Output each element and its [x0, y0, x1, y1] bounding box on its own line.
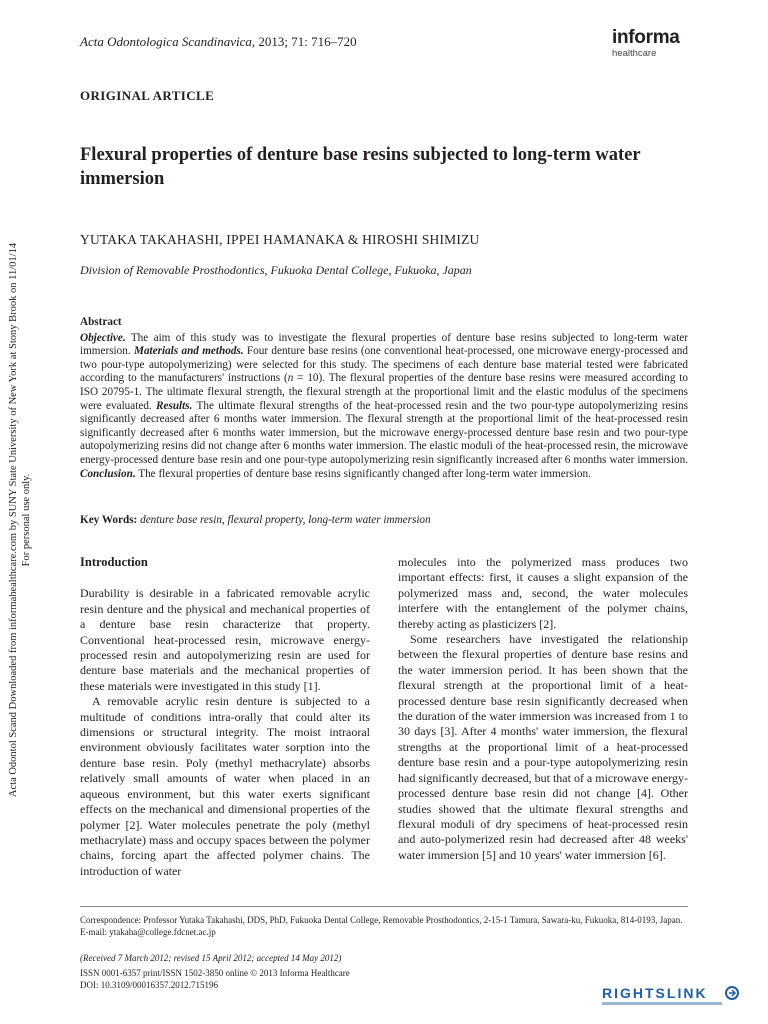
download-notice [7, 243, 33, 797]
methods-text: Four denture base resins (one conventional heat-processed, one microwave energy-processed and two pour-type autopolymerizing) were selected for this study. The specimens of each denture base material tested were fabricated according to the manufacturers' instructions ( [80, 345, 688, 385]
body-column-left [80, 555, 370, 879]
keywords-value: denture base resin, flexural property, long-term water immersion [137, 514, 431, 526]
doi-line: DOI: 10.3109/00016357.2012.715196 [80, 980, 218, 990]
rightslink-logo [598, 980, 748, 1010]
logo-sub-text: healthcare [612, 48, 657, 59]
download-notice-line1: Acta Odontol Scand Downloaded from informahealthcare.com by SUNY State University of New York at Stony Brook on 11/01/14 [8, 242, 19, 798]
journal-citation [80, 34, 357, 50]
conclusion-label: Conclusion. [80, 467, 136, 480]
keywords-label: Key Words: [80, 514, 138, 526]
author-list: YUTAKA TAKAHASHI, IPPEI HAMANAKA & HIROSHI SHIMIZU [80, 232, 480, 247]
conclusion-text: The flexural properties of denture base resins significantly changed after long-term water immersion. [135, 467, 591, 480]
publisher-logo [612, 28, 680, 59]
article-title: Flexural properties of denture base resins subjected to long-term water immersion [80, 145, 641, 189]
objective-label: Objective. [80, 331, 126, 344]
intro-paragraph-4: Some researchers have investigated the relationship between the flexural properties of denture base resins and the water immersion period. It has been shown that the flexural strength at the proportional limit of a heat-processed denture base resin significantly decreased when the duration of the water immersion was increased from 1 to 30 days [3]. After 4 months' water immersion, the flexural strengths at the proportional limit of a heat-processed denture base resin and a pour-type autopolymerizing resin had significantly decreased, but that of a microwave energy-processed denture base resin did not change [4]. Other studies showed that the ultimate flexural strengths and flexural moduli of dry specimens of heat-processed resin and auto-polymerized resin had decreased after 48 weeks' water immersion [5] and 10 years' water immersion [6]. [398, 632, 688, 862]
issn-line: ISSN 0001-6357 print/ISSN 1502-3850 online © 2013 Informa Healthcare [80, 968, 350, 978]
abstract-heading: Abstract [80, 316, 122, 328]
correspondence-note: Correspondence: Professor Yutaka Takahashi, DDS, PhD, Fukuoka Dental College, Removable Prosthodontics, 2-15-1 Tamura, Sawara-ku, Fukuoka, 814-0193, Japan. E-mail: ytakaha@college.fdcnet.ac.jp [80, 915, 683, 937]
footnote-divider [80, 906, 688, 907]
logo-main-text: informa [612, 27, 680, 48]
side-watermark [0, 0, 40, 1024]
results-label: Results. [156, 399, 193, 412]
download-notice-line2: For personal use only. [21, 473, 32, 567]
abstract [80, 316, 688, 481]
affiliation: Division of Removable Prosthodontics, Fukuoka Dental College, Fukuoka, Japan [80, 263, 472, 277]
article-type: ORIGINAL ARTICLE [80, 88, 215, 103]
section-heading-introduction: Introduction [80, 555, 148, 569]
methods-label: Materials and methods. [134, 345, 244, 358]
received-dates: (Received 7 March 2012; revised 15 April 2012; accepted 14 May 2012) [80, 953, 342, 963]
citation-details: , 2013; 71: 716–720 [251, 34, 357, 49]
objective-text: The aim of this study was to investigate the flexural properties of denture base resins subjected to long-term water immersion. [80, 331, 688, 358]
methods-n: n [287, 372, 294, 385]
keywords [80, 514, 688, 526]
intro-paragraph-2: A removable acrylic resin denture is subjected to a multitude of conditions intra-orally that could alter its dimensions or structural integrity. The moist intraoral environment obviously facilitates water sorption into the denture base resin. Poly (methyl methacrylate) absorbs relatively small amounts of water when placed in an aqueous environment, but this water exerts significant effects on the mechanical and dimensional properties of the polymer [2]. Water molecules penetrate the poly (methyl methacrylate) mass and occupy spaces between the polymer chains, forcing apart the affected polymer chains. The introduction of water [80, 694, 370, 878]
journal-name: Acta Odontologica Scandinavica [80, 34, 252, 49]
intro-paragraph-1: Durability is desirable in a fabricated removable acrylic resin denture and the physical and mechanical properties of a denture base resin characterize that property. Conventional heat-processed resin, microwave energy-processed resin and autopolymerizing resin are used for denture base materials and the mechanical properties of these materials were investigated in this study [1]. [80, 586, 370, 693]
body-column-right [398, 555, 688, 863]
results-text: The ultimate flexural strengths of the heat-processed resin and the two pour-type autopolymerizing resins significantly decreased after 6 months water immersion. The flexural strength at the proportional limit of the heat-processed resin significantly decreased after 6 months water immersion, but the microwave energy-processed denture base resin and two pour-type autopolymerizing resins did not change after 6 months water immersion. The elastic moduli of the heat-processed resin, the microwave energy-processed denture base resin and one pour-type autopolymerizing resin significantly increased after 6 months water immersion. [80, 399, 688, 466]
svg-text:RIGHTSLINK: RIGHTSLINK [602, 985, 708, 1001]
methods-text-cont: = 10). The flexural properties of the denture base resins were measured according to ISO 20795-1. The ultimate flexural strength, the flexural strength at the proportional limit and the elastic modulus of the specimens were evaluated. [80, 372, 688, 412]
intro-paragraph-3: molecules into the polymerized mass produces two important effects: first, it causes a slight expansion of the polymerized mass and, second, the water molecules interfere with the entanglement of the polymer chains, thereby acting as plasticizers [2]. [398, 555, 688, 631]
